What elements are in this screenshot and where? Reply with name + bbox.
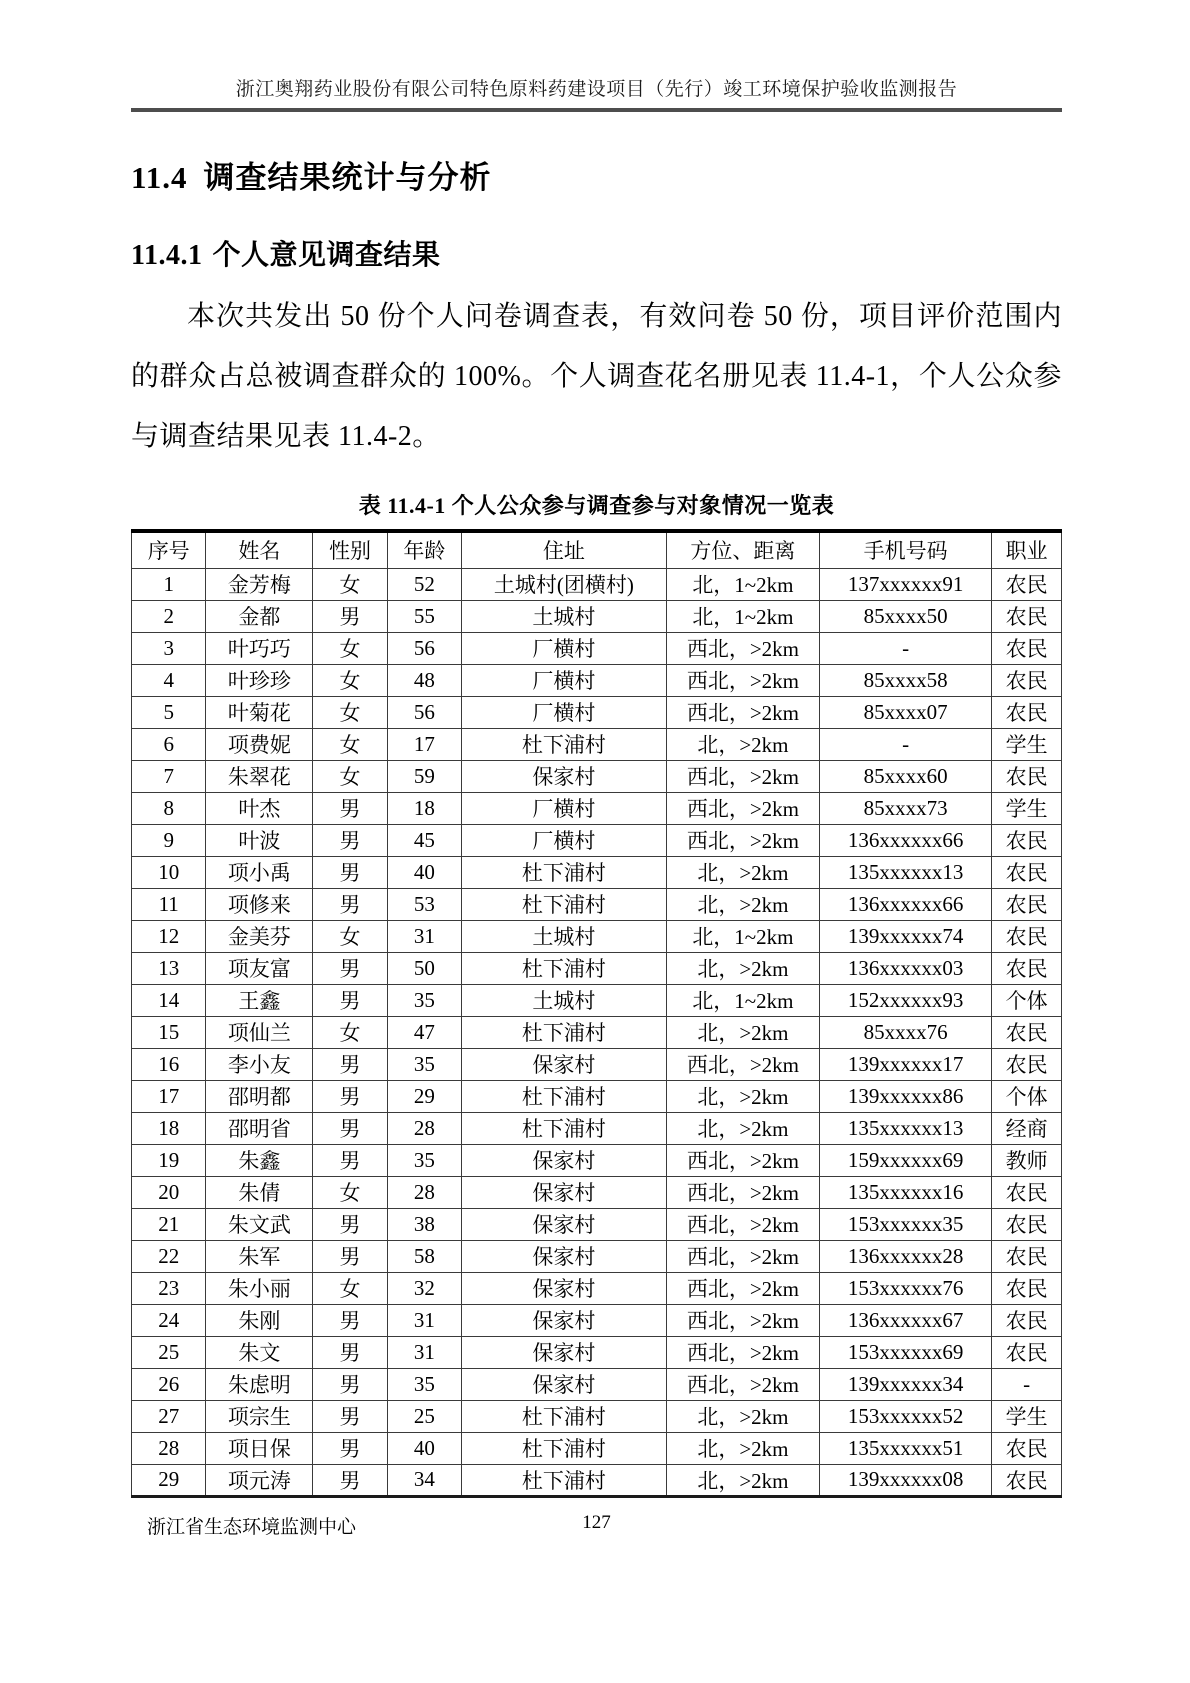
table-cell: 北，>2km [666,1464,819,1496]
table-row [132,1176,1062,1208]
table-cell: 20 [132,1176,206,1208]
table-cell: 杜下浦村 [462,856,667,888]
column-header: 性别 [313,531,387,568]
table-row [132,728,1062,760]
subsection-number: 11.4.1 [131,240,203,271]
survey-summary-paragraph: 本次共发出 50 份个人问卷调查表，有效问卷 50 份，项目评价范围内的群众占总被调查群众的 100%。个人调查花名册见表 11.4-1，个人公众参与调查结果见表 11.4-2。 [131,301,1062,452]
table-row [132,824,1062,856]
table-cell: 朱鑫 [206,1144,313,1176]
table-cell: 136xxxxxx03 [820,952,992,984]
table-row [132,792,1062,824]
table-cell: 135xxxxxx16 [820,1176,992,1208]
table-cell: 女 [313,920,387,952]
table-cell: 28 [387,1176,461,1208]
table-row [132,632,1062,664]
table-cell: 保家村 [462,1176,667,1208]
table-cell: 男 [313,792,387,824]
table-cell: 26 [132,1368,206,1400]
table-cell: 139xxxxxx74 [820,920,992,952]
table-row [132,1432,1062,1464]
table-cell: 5 [132,696,206,728]
table-cell: 136xxxxxx66 [820,888,992,920]
table-row [132,760,1062,792]
table-cell: 保家村 [462,760,667,792]
table-cell: 北，>2km [666,1112,819,1144]
table-cell: 厂横村 [462,664,667,696]
table-cell: 56 [387,696,461,728]
table-cell: 女 [313,1016,387,1048]
table-cell: 农民 [992,1336,1062,1368]
table-cell: 西北，>2km [666,664,819,696]
table-cell: 金美芬 [206,920,313,952]
table-cell: 李小友 [206,1048,313,1080]
table-cell: 137xxxxxx91 [820,568,992,600]
table-cell: 杜下浦村 [462,1080,667,1112]
table-cell: 8 [132,792,206,824]
table-cell: 西北，>2km [666,1048,819,1080]
table-cell: 17 [387,728,461,760]
table-cell: 北，1~2km [666,568,819,600]
table-header-row [132,531,1062,568]
table-cell: 10 [132,856,206,888]
table-row [132,1048,1062,1080]
table-cell: 西北，>2km [666,1304,819,1336]
table-cell: 139xxxxxx17 [820,1048,992,1080]
table-cell: 西北，>2km [666,696,819,728]
table-cell: 13 [132,952,206,984]
table-cell: 金都 [206,600,313,632]
table-cell: 3 [132,632,206,664]
table-cell: 邵明都 [206,1080,313,1112]
table-cell: 18 [387,792,461,824]
table-cell: 女 [313,728,387,760]
table-cell: 男 [313,1400,387,1432]
table-cell: 西北，>2km [666,1176,819,1208]
table-cell: 杜下浦村 [462,1400,667,1432]
table-cell: 北，>2km [666,1400,819,1432]
table-cell: 农民 [992,1464,1062,1496]
table-cell: 14 [132,984,206,1016]
table-cell: 农民 [992,696,1062,728]
table-cell: 土城村 [462,984,667,1016]
table-cell: 西北，>2km [666,792,819,824]
table-cell: 保家村 [462,1144,667,1176]
table-cell: 朱小丽 [206,1272,313,1304]
table-cell: 杜下浦村 [462,728,667,760]
table-cell: 53 [387,888,461,920]
table-cell: 153xxxxxx69 [820,1336,992,1368]
table-cell: 学生 [992,728,1062,760]
table-cell: 40 [387,1432,461,1464]
table-cell: 学生 [992,1400,1062,1432]
table-cell: 个体 [992,984,1062,1016]
table-cell: 24 [132,1304,206,1336]
table-cell: 女 [313,664,387,696]
table-row [132,1144,1062,1176]
table-cell: 男 [313,1368,387,1400]
column-header: 住址 [462,531,667,568]
table-cell: 叶珍珍 [206,664,313,696]
table-cell: 16 [132,1048,206,1080]
table-cell: 朱倩 [206,1176,313,1208]
table-cell: 19 [132,1144,206,1176]
column-header: 年龄 [387,531,461,568]
table-row [132,1272,1062,1304]
table-cell: 31 [387,1336,461,1368]
page-content [131,0,1062,1498]
table-cell: 85xxxx76 [820,1016,992,1048]
table-cell: 136xxxxxx66 [820,824,992,856]
table-cell: 北，1~2km [666,920,819,952]
table-cell: 男 [313,952,387,984]
table-row [132,664,1062,696]
table-cell: 叶波 [206,824,313,856]
table-cell: 153xxxxxx52 [820,1400,992,1432]
table-title: 表 11.4-1 个人公众参与调查参与对象情况一览表 [358,493,835,518]
table-row [132,1240,1062,1272]
table-cell: 杜下浦村 [462,1464,667,1496]
table-cell: 北，>2km [666,888,819,920]
table-cell: 杜下浦村 [462,1432,667,1464]
table-cell: 农民 [992,664,1062,696]
table-cell: 杜下浦村 [462,952,667,984]
table-cell: 西北，>2km [666,1336,819,1368]
table-cell: 85xxxx60 [820,760,992,792]
column-header: 姓名 [206,531,313,568]
table-cell: 厂横村 [462,632,667,664]
table-cell: 北，>2km [666,1016,819,1048]
section-number: 11.4 [131,160,188,195]
table-cell: 保家村 [462,1272,667,1304]
table-cell: 北，>2km [666,856,819,888]
table-cell: 西北，>2km [666,760,819,792]
table-cell: 保家村 [462,1208,667,1240]
table-row [132,856,1062,888]
table-cell: 139xxxxxx34 [820,1368,992,1400]
table-cell: 农民 [992,1240,1062,1272]
table-cell: 北，1~2km [666,600,819,632]
table-cell: 28 [132,1432,206,1464]
table-cell: 北，>2km [666,728,819,760]
table-row [132,1016,1062,1048]
table-cell: 男 [313,1464,387,1496]
table-cell: 教师 [992,1144,1062,1176]
table-cell: 农民 [992,1432,1062,1464]
section-title: 调查结果统计与分析 [203,160,492,195]
table-cell: 邵明省 [206,1112,313,1144]
table-row [132,1464,1062,1496]
table-cell: 139xxxxxx08 [820,1464,992,1496]
table-cell: 男 [313,824,387,856]
table-cell: 经商 [992,1112,1062,1144]
table-cell: 杜下浦村 [462,1016,667,1048]
table-cell: 男 [313,1432,387,1464]
table-cell: 保家村 [462,1368,667,1400]
table-cell: 保家村 [462,1304,667,1336]
table-cell: 朱翠花 [206,760,313,792]
table-cell: 项小禹 [206,856,313,888]
table-cell: 农民 [992,1272,1062,1304]
table-cell: 136xxxxxx28 [820,1240,992,1272]
table-cell: 农民 [992,824,1062,856]
table-cell: 农民 [992,1048,1062,1080]
table-cell: 农民 [992,1208,1062,1240]
table-cell: 北，>2km [666,1432,819,1464]
table-cell: 北，>2km [666,952,819,984]
table-cell: 金芳梅 [206,568,313,600]
table-cell: 男 [313,888,387,920]
table-cell: 西北，>2km [666,632,819,664]
table-cell: 2 [132,600,206,632]
table-cell: 项仙兰 [206,1016,313,1048]
table-cell: 153xxxxxx76 [820,1272,992,1304]
table-cell: 48 [387,664,461,696]
table-cell: 女 [313,568,387,600]
table-cell: 85xxxx58 [820,664,992,696]
table-cell: 农民 [992,1304,1062,1336]
table-cell: 土城村 [462,920,667,952]
table-cell: 女 [313,1272,387,1304]
column-header: 序号 [132,531,206,568]
table-cell: 朱军 [206,1240,313,1272]
table-row [132,920,1062,952]
table-cell: 西北，>2km [666,1368,819,1400]
table-cell: 139xxxxxx86 [820,1080,992,1112]
table-cell: 1 [132,568,206,600]
column-header: 手机号码 [820,531,992,568]
table-row [132,568,1062,600]
table-cell: 23 [132,1272,206,1304]
table-cell: 153xxxxxx35 [820,1208,992,1240]
table-cell: 9 [132,824,206,856]
table-cell: 25 [132,1336,206,1368]
table-cell: 杜下浦村 [462,888,667,920]
section-heading-11-4 [131,152,1062,197]
participants-table [131,529,1062,1498]
table-row [132,984,1062,1016]
table-cell: 农民 [992,856,1062,888]
table-row [132,600,1062,632]
table-cell: 杜下浦村 [462,1112,667,1144]
table-cell: - [820,632,992,664]
table-cell: 135xxxxxx13 [820,1112,992,1144]
table-cell: 136xxxxxx67 [820,1304,992,1336]
table-cell: 北，1~2km [666,984,819,1016]
page-header-title: 浙江奥翔药业股份有限公司特色原料药建设项目（先行）竣工环境保护验收监测报告 [235,79,958,100]
table-cell: 保家村 [462,1240,667,1272]
table-cell: 西北，>2km [666,1272,819,1304]
table-row [132,952,1062,984]
column-header: 方位、距离 [666,531,819,568]
table-cell: 85xxxx73 [820,792,992,824]
table-cell: 项元涛 [206,1464,313,1496]
table-cell: 叶巧巧 [206,632,313,664]
table-cell: 女 [313,1176,387,1208]
table-cell: 35 [387,1048,461,1080]
table-cell: 7 [132,760,206,792]
table-cell: 27 [132,1400,206,1432]
table-cell: 6 [132,728,206,760]
table-cell: 男 [313,1048,387,1080]
table-cell: 西北，>2km [666,824,819,856]
table-body [132,568,1062,1496]
table-cell: 55 [387,600,461,632]
table-row [132,1112,1062,1144]
table-cell: 25 [387,1400,461,1432]
table-cell: 40 [387,856,461,888]
table-cell: 29 [132,1464,206,1496]
table-cell: 35 [387,1144,461,1176]
table-cell: 52 [387,568,461,600]
table-cell: 西北，>2km [666,1208,819,1240]
table-cell: 22 [132,1240,206,1272]
table-cell: 12 [132,920,206,952]
table-cell: 西北，>2km [666,1144,819,1176]
table-cell: 朱虑明 [206,1368,313,1400]
table-row [132,1368,1062,1400]
table-cell: 21 [132,1208,206,1240]
table-cell: 土城村(团横村) [462,568,667,600]
table-cell: 17 [132,1080,206,1112]
table-cell: 50 [387,952,461,984]
table-cell: 59 [387,760,461,792]
table-cell: 31 [387,920,461,952]
table-cell: 35 [387,1368,461,1400]
table-row [132,1208,1062,1240]
table-cell: 厂横村 [462,824,667,856]
subsection-title: 个人意见调查结果 [212,240,441,271]
column-header: 职业 [992,531,1062,568]
table-cell: 朱文 [206,1336,313,1368]
table-cell: 85xxxx50 [820,600,992,632]
table-cell: 男 [313,1080,387,1112]
table-cell: 保家村 [462,1336,667,1368]
table-cell: 王鑫 [206,984,313,1016]
table-cell: 38 [387,1208,461,1240]
table-cell: 农民 [992,1176,1062,1208]
table-cell: 男 [313,1336,387,1368]
table-cell: 45 [387,824,461,856]
table-cell: 北，>2km [666,1080,819,1112]
table-cell: 男 [313,984,387,1016]
table-cell: 项修来 [206,888,313,920]
table-cell: 11 [132,888,206,920]
table-cell: 男 [313,1112,387,1144]
table-cell: 女 [313,696,387,728]
table-cell: 朱刚 [206,1304,313,1336]
table-row [132,1400,1062,1432]
table-row [132,1336,1062,1368]
table-cell: 34 [387,1464,461,1496]
table-cell: 女 [313,760,387,792]
table-cell: 32 [387,1272,461,1304]
table-cell: 47 [387,1016,461,1048]
footer-organization: 浙江省生态环境监测中心 [147,1517,357,1538]
table-cell: 保家村 [462,1048,667,1080]
table-cell: 厂横村 [462,792,667,824]
table-cell: 项费妮 [206,728,313,760]
table-cell: 58 [387,1240,461,1272]
page-footer [131,1512,1062,1542]
table-cell: 土城村 [462,600,667,632]
table-cell: 31 [387,1304,461,1336]
table-cell: 85xxxx07 [820,696,992,728]
table-cell: 女 [313,632,387,664]
table-row [132,1304,1062,1336]
table-cell: - [992,1368,1062,1400]
table-cell: 学生 [992,792,1062,824]
table-cell: 135xxxxxx51 [820,1432,992,1464]
table-cell: 男 [313,1304,387,1336]
table-cell: 56 [387,632,461,664]
table-cell: 男 [313,856,387,888]
table-cell: 15 [132,1016,206,1048]
table-row [132,888,1062,920]
table-cell: 个体 [992,1080,1062,1112]
table-cell: 男 [313,1144,387,1176]
section-heading-11-4-1 [131,233,1062,273]
table-cell: 农民 [992,600,1062,632]
table-cell: 135xxxxxx13 [820,856,992,888]
table-cell: 农民 [992,952,1062,984]
table-cell: 叶菊花 [206,696,313,728]
table-cell: 厂横村 [462,696,667,728]
table-cell: 男 [313,1208,387,1240]
table-cell: 项宗生 [206,1400,313,1432]
footer-page-number: 127 [582,1512,611,1533]
table-cell: 叶杰 [206,792,313,824]
table-cell: 4 [132,664,206,696]
table-cell: 朱文武 [206,1208,313,1240]
table-cell: 农民 [992,920,1062,952]
table-row [132,1080,1062,1112]
table-cell: - [820,728,992,760]
header-rule [131,108,1062,112]
table-cell: 农民 [992,760,1062,792]
table-cell: 28 [387,1112,461,1144]
table-cell: 男 [313,1240,387,1272]
table-cell: 152xxxxxx93 [820,984,992,1016]
table-cell: 西北，>2km [666,1240,819,1272]
table-cell: 农民 [992,568,1062,600]
table-cell: 农民 [992,1016,1062,1048]
table-row [132,696,1062,728]
table-cell: 35 [387,984,461,1016]
table-cell: 农民 [992,888,1062,920]
table-cell: 项日保 [206,1432,313,1464]
table-cell: 18 [132,1112,206,1144]
table-cell: 29 [387,1080,461,1112]
table-cell: 农民 [992,632,1062,664]
table-cell: 159xxxxxx69 [820,1144,992,1176]
table-cell: 男 [313,600,387,632]
table-cell: 项友富 [206,952,313,984]
